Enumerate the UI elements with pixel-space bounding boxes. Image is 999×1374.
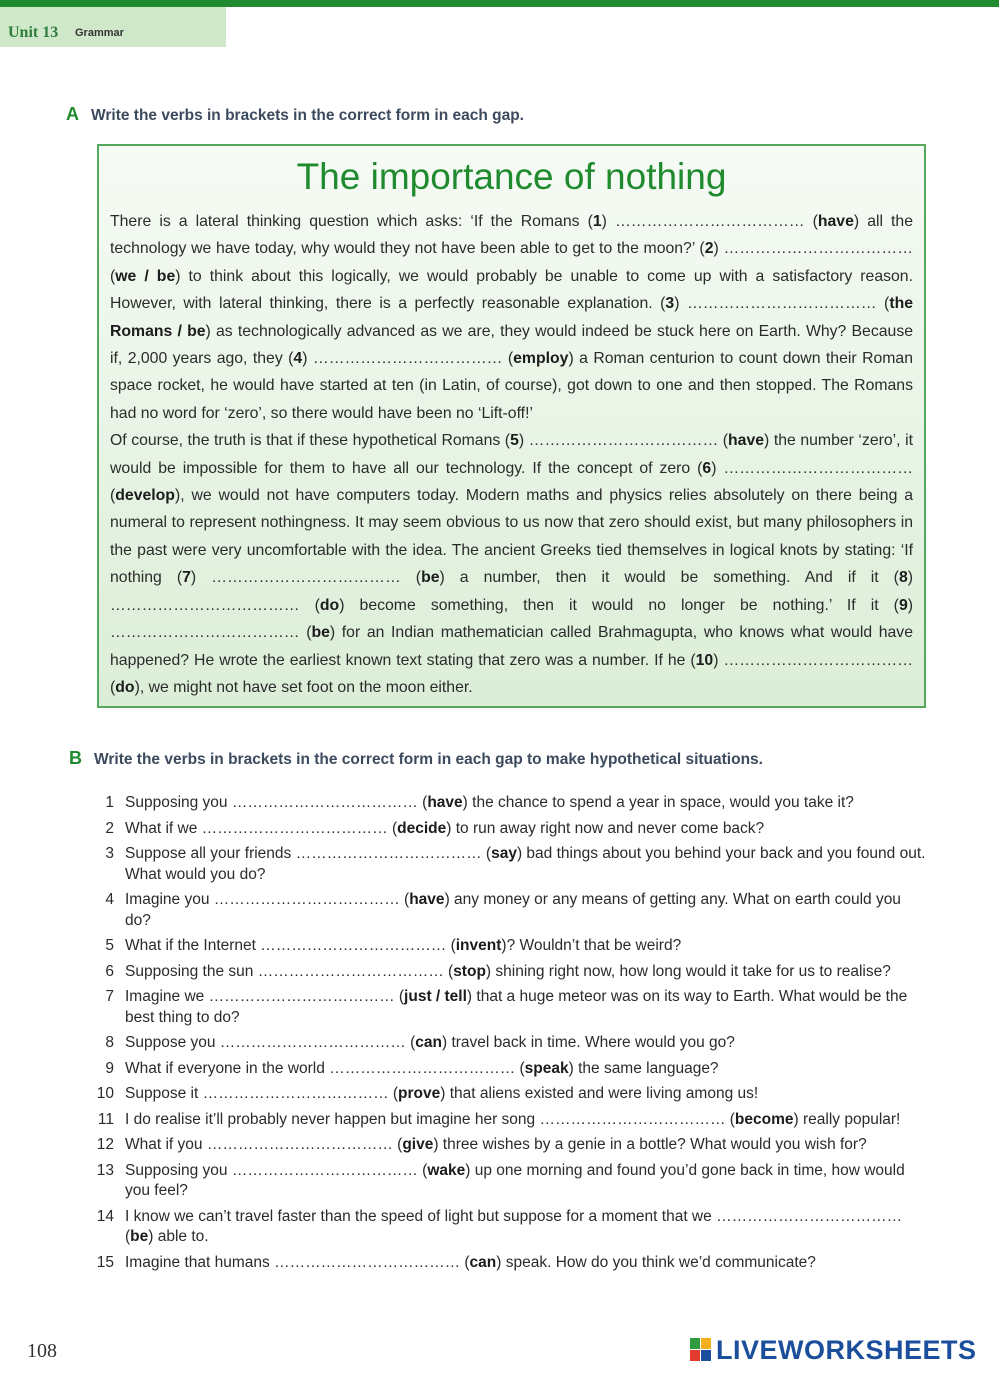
answer-gap[interactable]: ……………………………… (208, 988, 395, 1005)
verb-prompt: stop (453, 962, 486, 980)
passage-text-run: ( (299, 624, 312, 642)
exercise-item: 7 Imagine we ……………………………… (just / tell) that a huge meteor was on its way to Earth. What would be the best thing to do? (90, 987, 930, 1028)
item-text-after: ? Wouldn’t that be weird? (506, 937, 682, 954)
item-text-after: any money or any means of getting any. What on earth could you do? (125, 891, 901, 929)
answer-gap[interactable]: ……………………………… (723, 651, 913, 669)
item-text-after: shining right now, how long would it take for us to realise? (491, 962, 891, 980)
item-text-after: travel back in time. Where would you go? (447, 1034, 735, 1051)
item-text-after: that a huge meteor was on its way to Earth. What would be the best thing to do? (125, 988, 908, 1026)
exercise-item: 5 What if the Internet ……………………………… (invent)? Wouldn’t that be weird? (90, 936, 930, 957)
verb-prompt: have (728, 432, 765, 450)
item-number: 3 (105, 845, 114, 862)
gap-number: 2 (704, 240, 714, 258)
passage-text-run: ( (110, 487, 116, 505)
verb-prompt: be (311, 624, 330, 642)
answer-gap[interactable]: ……………………………… (312, 350, 503, 368)
passage-text-run: ) a Roman centurion to count down their Roman space rocket, he would have started at ten (in Latin, of course), got down to one and then stopped. The Romans had no word for ‘zero’, so there would have been no ‘Lift-off!’ (110, 350, 913, 422)
item-text-before: What if we (125, 819, 202, 837)
exercise-item: 12 What if you ……………………………… (give) three wishes by a genie in a bottle? What would you wish for? (90, 1135, 930, 1156)
answer-gap[interactable]: ……………………………… (219, 1034, 406, 1051)
passage-text-run: ) for an Indian mathematician called Brahmagupta, who knows what would have happened? He wrote the earliest known text stating that zero was a number. If he ( (110, 624, 913, 669)
passage-text-run: ) (907, 596, 913, 614)
item-number: 12 (96, 1136, 114, 1153)
exercise-item: 1 Supposing you ……………………………… (have) the chance to spend a year in space, would you take it? (90, 793, 930, 814)
answer-gap[interactable]: ……………………………… (231, 794, 418, 811)
passage-text-run: ) (711, 459, 724, 477)
passage-text-run: ) become something, then it would no longer be nothing.’ If it ( (339, 596, 899, 614)
passage-text-run: ( (400, 569, 422, 587)
verb-prompt: just / tell (404, 988, 467, 1005)
item-text-after: up one morning and found you’d gone back in time, how would you feel? (125, 1161, 905, 1199)
gap-number: 4 (293, 350, 303, 368)
answer-gap[interactable]: ……………………………… (723, 459, 913, 477)
item-text-after: three wishes by a genie in a bottle? What would you wish for? (438, 1136, 867, 1153)
gap-number: 9 (898, 596, 908, 614)
reading-passage-box (97, 144, 926, 708)
passage-text-run: ( (804, 213, 818, 230)
item-number: 1 (105, 794, 114, 811)
item-text-before: Suppose it (125, 1085, 203, 1102)
gap-number: 7 (182, 569, 191, 587)
item-text-before: What if everyone in the world (125, 1059, 330, 1077)
item-text-before: Imagine we (125, 988, 209, 1005)
verb-prompt: have (427, 794, 463, 811)
unit-tab (0, 7, 226, 47)
passage-text-run: ) (190, 569, 212, 587)
passage-text-run: ) (302, 350, 313, 368)
answer-gap[interactable]: ……………………………… (329, 1059, 516, 1077)
logo-icon (690, 1338, 712, 1362)
item-number: 2 (105, 819, 114, 837)
item-number: 11 (97, 1110, 114, 1128)
passage-text-run: ) all the technology we have today, why would they not have been able to get to the moon?’ ( (110, 213, 914, 258)
verb-prompt: do (115, 678, 135, 696)
exercise-item: 13 Supposing you ……………………………… (wake) up one morning and found you’d gone back in time, how would you feel? (90, 1161, 930, 1202)
item-number: 7 (105, 988, 114, 1005)
verb-prompt: be (130, 1228, 149, 1245)
verb-prompt: have (817, 213, 854, 230)
item-text-before: I know we can’t travel faster than the speed of light but suppose for a moment that we (125, 1207, 717, 1225)
item-text-before: Supposing you (125, 794, 232, 811)
item-number: 13 (96, 1161, 114, 1179)
answer-gap[interactable]: ……………………………… (257, 962, 444, 980)
verb-prompt: decide (397, 819, 447, 837)
answer-gap[interactable]: ……………………………… (231, 1161, 418, 1179)
gap-number: 10 (695, 651, 714, 669)
verb-prompt: develop (115, 487, 175, 505)
passage-text-run: ) (601, 213, 615, 230)
passage-text-run: ) to think about this logically, we would probably be unable to come up with a satisfactory reason. However, with lateral thinking, there is a perfectly reasonable explanation. ( (110, 267, 913, 313)
exercise-item: 3 Suppose all your friends ……………………………… (say) bad things about you behind your back and you found out. What would you do? (90, 844, 930, 885)
verb-prompt: prove (398, 1085, 441, 1102)
item-number: 15 (96, 1253, 114, 1271)
passage-text-run: ( (110, 267, 116, 285)
passage-title: The importance of nothing (296, 156, 727, 197)
item-text-before: What if the Internet (125, 937, 261, 954)
exercise-item: 11 I do realise it’ll probably never happen but imagine her song ……………………………… (become) really popular! (90, 1110, 930, 1131)
item-number: 14 (96, 1207, 114, 1225)
page-number: 108 (27, 1340, 57, 1362)
exercise-list (90, 793, 930, 1278)
passage-text-run: ), we would not have computers today. Modern maths and physics relies absolutely on there being a numeral to represent nothingness. It may seem obvious to us now that zero should exist, but many philosophers in the past were very uncomfortable with the idea. The ancient Greeks tied themselves in logical knots by stating: ‘If nothing ( (110, 487, 913, 587)
verb-prompt: can (415, 1034, 442, 1051)
item-text-before: Supposing the sun (125, 962, 258, 980)
passage-paragraph (110, 427, 913, 701)
answer-gap[interactable]: ……………………………… (528, 432, 719, 450)
item-text-before: What if you (125, 1136, 207, 1153)
exercise-item: 4 Imagine you ……………………………… (have) any money or any means of getting any. What on earth could you do? (90, 890, 930, 931)
answer-gap[interactable]: ……………………………… (716, 1207, 903, 1225)
item-number: 9 (105, 1059, 114, 1077)
section-b-instruction: Write the verbs in brackets in the correct form in each gap to make hypothetical situations. (94, 751, 763, 768)
item-text-after: able to. (153, 1228, 209, 1245)
passage-text-run: ) (907, 569, 913, 587)
answer-gap[interactable]: ……………………………… (274, 1253, 461, 1271)
exercise-item: 8 Suppose you ……………………………… (can) travel back in time. Where would you go? (90, 1033, 930, 1054)
passage-text-run: ( (718, 432, 729, 450)
item-text-after: the same language? (573, 1059, 719, 1077)
passage-text-run: ), we might not have set foot on the moon either. (134, 678, 473, 696)
exercise-item: 6 Supposing the sun ……………………………… (stop) shining right now, how long would it take for us to realise? (90, 962, 930, 983)
verb-prompt: we / be (115, 267, 176, 285)
item-text-after: to run away right now and never come back? (451, 819, 765, 837)
answer-gap[interactable]: ……………………………… (295, 845, 482, 862)
passage-text (110, 208, 913, 701)
passage-text-run: ) (518, 432, 529, 450)
verb-prompt: employ (513, 350, 569, 368)
verb-prompt: speak (524, 1059, 569, 1077)
item-text-after: that aliens existed and were living among us! (445, 1085, 759, 1102)
item-text-before: Imagine you (125, 891, 214, 908)
verb-prompt: have (409, 891, 445, 908)
verb-prompt: give (402, 1136, 434, 1153)
item-number: 8 (105, 1034, 114, 1051)
exercise-item: 2 What if we ……………………………… (decide) to run away right now and never come back? (90, 819, 930, 840)
gap-number: 1 (592, 213, 602, 230)
unit-label: Unit 13 (8, 24, 59, 41)
gap-number: 5 (510, 432, 519, 450)
passage-text-run: ( (502, 350, 514, 368)
answer-gap[interactable]: ……………………………… (614, 213, 805, 230)
answer-gap[interactable]: ……………………………… (211, 569, 401, 587)
verb-prompt: invent (455, 937, 502, 954)
verb-prompt: can (469, 1253, 497, 1271)
item-text-before: Supposing you (125, 1161, 232, 1179)
verb-prompt: be (421, 569, 440, 587)
exercise-item: 10 Suppose it ……………………………… (prove) that aliens existed and were living among us! (90, 1084, 930, 1105)
exercise-item: 15 Imagine that humans ……………………………… (can) speak. How do you think we’d communicate? (90, 1253, 930, 1274)
gap-number: 8 (898, 569, 908, 587)
section-a-heading (66, 104, 524, 125)
verb-prompt: do (319, 596, 340, 614)
section-a-instruction: Write the verbs in brackets in the correct form in each gap. (91, 107, 524, 124)
answer-gap[interactable]: ……………………………… (110, 596, 300, 614)
answer-gap[interactable]: ……………………………… (202, 1085, 389, 1102)
passage-text-run: ) (674, 295, 687, 313)
item-text-before: Suppose you (125, 1034, 220, 1051)
section-a-letter: A (66, 104, 79, 124)
verb-prompt: say (491, 845, 517, 862)
answer-gap[interactable]: ……………………………… (201, 819, 388, 837)
item-text-after: the chance to spend a year in space, would you take it? (467, 794, 854, 811)
verb-prompt: the Romans / be (110, 295, 914, 340)
answer-gap[interactable]: ……………………………… (686, 295, 877, 313)
passage-text-run: ) the number ‘zero’, it would be impossible for them to have all our technology. If the concept of zero ( (110, 432, 913, 477)
verb-prompt: become (734, 1110, 794, 1128)
passage-text-run: ( (110, 678, 116, 696)
section-b-heading (69, 748, 763, 769)
item-text-before: I do realise it’ll probably never happen but imagine her song (125, 1110, 540, 1128)
item-text-before: Suppose all your friends (125, 845, 296, 862)
item-text-before: Imagine that humans (125, 1253, 275, 1271)
passage-text-run: ( (876, 295, 890, 313)
liveworksheets-logo[interactable] (690, 1335, 977, 1365)
answer-gap[interactable]: ……………………………… (539, 1110, 726, 1128)
answer-gap[interactable]: ……………………………… (110, 624, 300, 642)
gap-number: 3 (665, 295, 675, 313)
section-label: Grammar (75, 27, 124, 39)
passage-text-run: Of course, the truth is that if these hypothetical Romans ( (110, 432, 511, 450)
exercise-item: 9 What if everyone in the world ……………………………… (speak) the same language? (90, 1059, 930, 1080)
answer-gap[interactable]: ……………………………… (206, 1136, 393, 1153)
gap-number: 6 (702, 459, 712, 477)
item-number: 4 (105, 891, 114, 908)
passage-paragraph (110, 208, 913, 427)
passage-text-run: ) a number, then it would be something. And if it ( (439, 569, 899, 587)
item-text-after: really popular! (798, 1110, 901, 1128)
passage-text-run: ) (713, 240, 724, 258)
passage-text-run: There is a lateral thinking question which asks: ‘If the Romans ( (110, 213, 593, 230)
answer-gap[interactable]: ……………………………… (213, 891, 400, 908)
answer-gap[interactable]: ……………………………… (723, 240, 913, 258)
exercise-item: 14 I know we can’t travel faster than the speed of light but suppose for a moment that we ……………………………… (be) able to. (90, 1207, 930, 1248)
section-b-letter: B (69, 748, 82, 768)
item-text-after: bad things about you behind your back and you found out. What would you do? (125, 845, 926, 883)
answer-gap[interactable]: ……………………………… (260, 937, 447, 954)
verb-prompt: wake (427, 1161, 466, 1179)
item-number: 10 (96, 1085, 114, 1102)
passage-text-run: ) (713, 651, 724, 669)
item-number: 6 (105, 962, 114, 980)
item-number: 5 (105, 937, 114, 954)
top-accent-bar (0, 0, 999, 7)
item-text-after: speak. How do you think we’d communicate? (501, 1253, 816, 1271)
passage-text-run: ) as technologically advanced as we are, they would indeed be stuck here on Earth. Why? Because if, 2,000 years ago, they ( (110, 322, 914, 368)
logo-text: LIVEWORKSHEETS (716, 1334, 977, 1365)
passage-text-run: ( (299, 596, 320, 614)
